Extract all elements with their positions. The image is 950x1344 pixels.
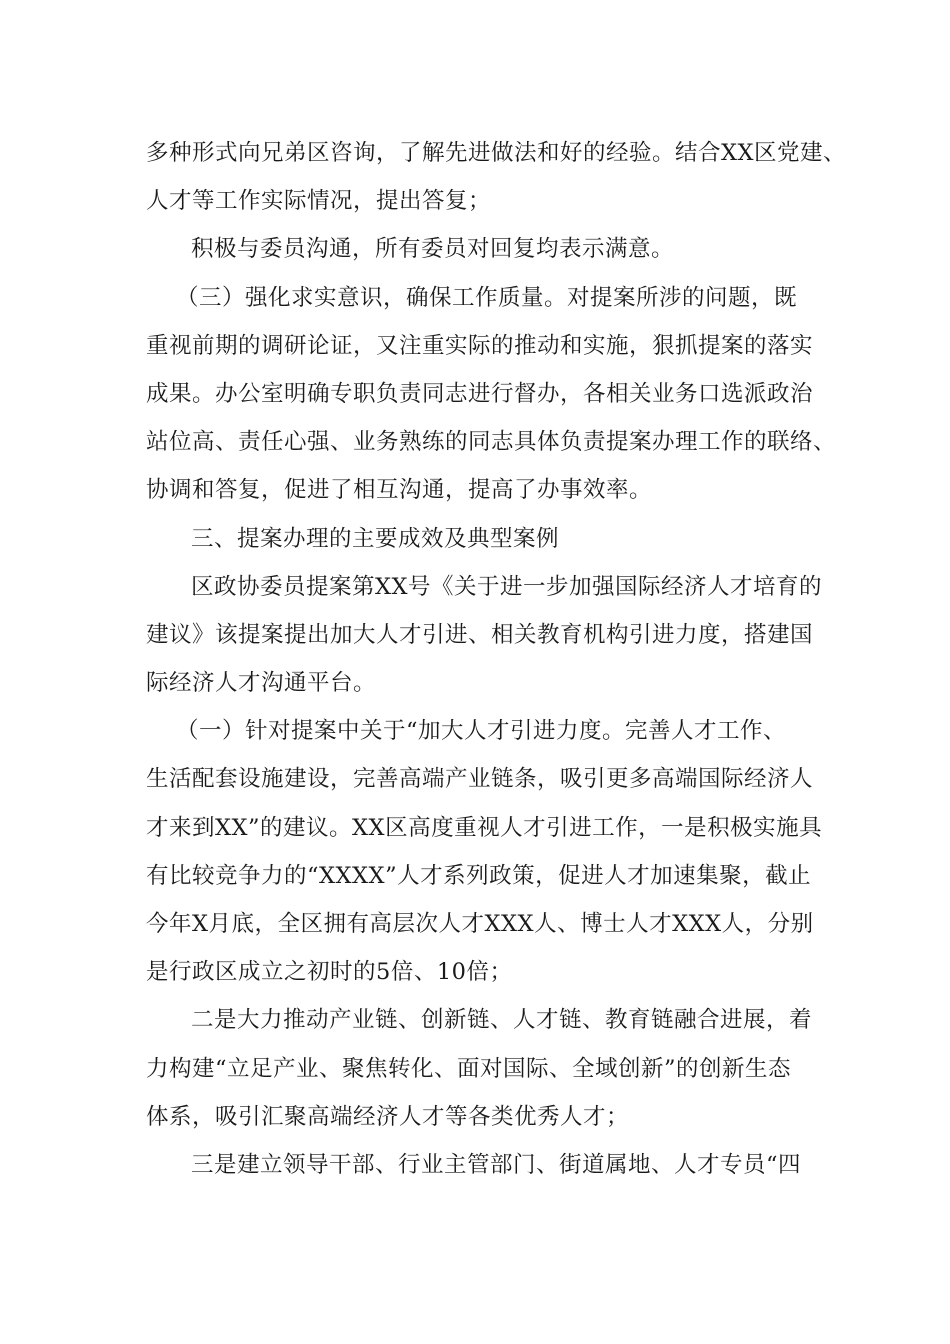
text-line: 区政协委员提案第XX号《关于进一步加强国际经济人才培育的 — [191, 573, 823, 600]
text-line: 建议》该提案提出加大人才引进、相关教育机构引进力度，搭建国 — [146, 621, 814, 648]
text-line: 三是建立领导干部、行业主管部门、街道属地、人才专员“四 — [191, 1151, 802, 1178]
text-line: 二是大力推动产业链、创新链、人才链、教育链融合进展，着 — [191, 1007, 813, 1034]
section-heading: 三、提案办理的主要成效及典型案例 — [191, 525, 560, 552]
text-line: 力构建“立足产业、聚焦转化、面对国际、全域创新”的创新生态 — [146, 1055, 792, 1082]
text-line: 体系，吸引汇聚高端经济人才等各类优秀人才； — [146, 1103, 630, 1130]
document-body — [146, 129, 847, 1189]
text-line: 站位高、责任心强、业务熟练的同志具体负责提案办理工作的联络、 — [146, 429, 837, 456]
section-heading: （三）强化求实意识，确保工作质量。对提案所涉的问题，既 — [176, 284, 798, 311]
text-line: 生活配套设施建设，完善高端产业链条，吸引更多高端国际经济人 — [146, 766, 814, 793]
text-line: 是行政区成立之初时的5倍、10倍； — [146, 959, 513, 986]
text-line: 人才等工作实际情况，提出答复； — [146, 188, 492, 215]
text-line: 多种形式向兄弟区咨询，了解先进做法和好的经验。结合XX区党建、 — [146, 140, 847, 166]
text-line: 才来到XX”的建议。XX区高度重视人才引进工作，一是积极实施具 — [146, 814, 823, 841]
text-line: 协调和答复，促进了相互沟通，提高了办事效率。 — [146, 477, 653, 504]
section-heading: （一）针对提案中关于“加大人才引进力度。完善人才工作、 — [176, 718, 787, 745]
text-line: 际经济人才沟通平台。 — [146, 670, 377, 697]
text-line: 重视前期的调研论证，又注重实际的推动和实施，狠抓提案的落实 — [146, 332, 814, 359]
text-line: 成果。办公室明确专职负责同志进行督办，各相关业务口选派政治 — [146, 380, 814, 407]
text-line: 有比较竞争力的“XXXX”人才系列政策，促进人才加速集聚，截止 — [146, 862, 812, 889]
text-line: 积极与委员沟通，所有委员对回复均表示满意。 — [191, 236, 675, 263]
text-line: 今年X月底，全区拥有高层次人才XXX人、博士人才XXX人，分别 — [146, 911, 814, 937]
